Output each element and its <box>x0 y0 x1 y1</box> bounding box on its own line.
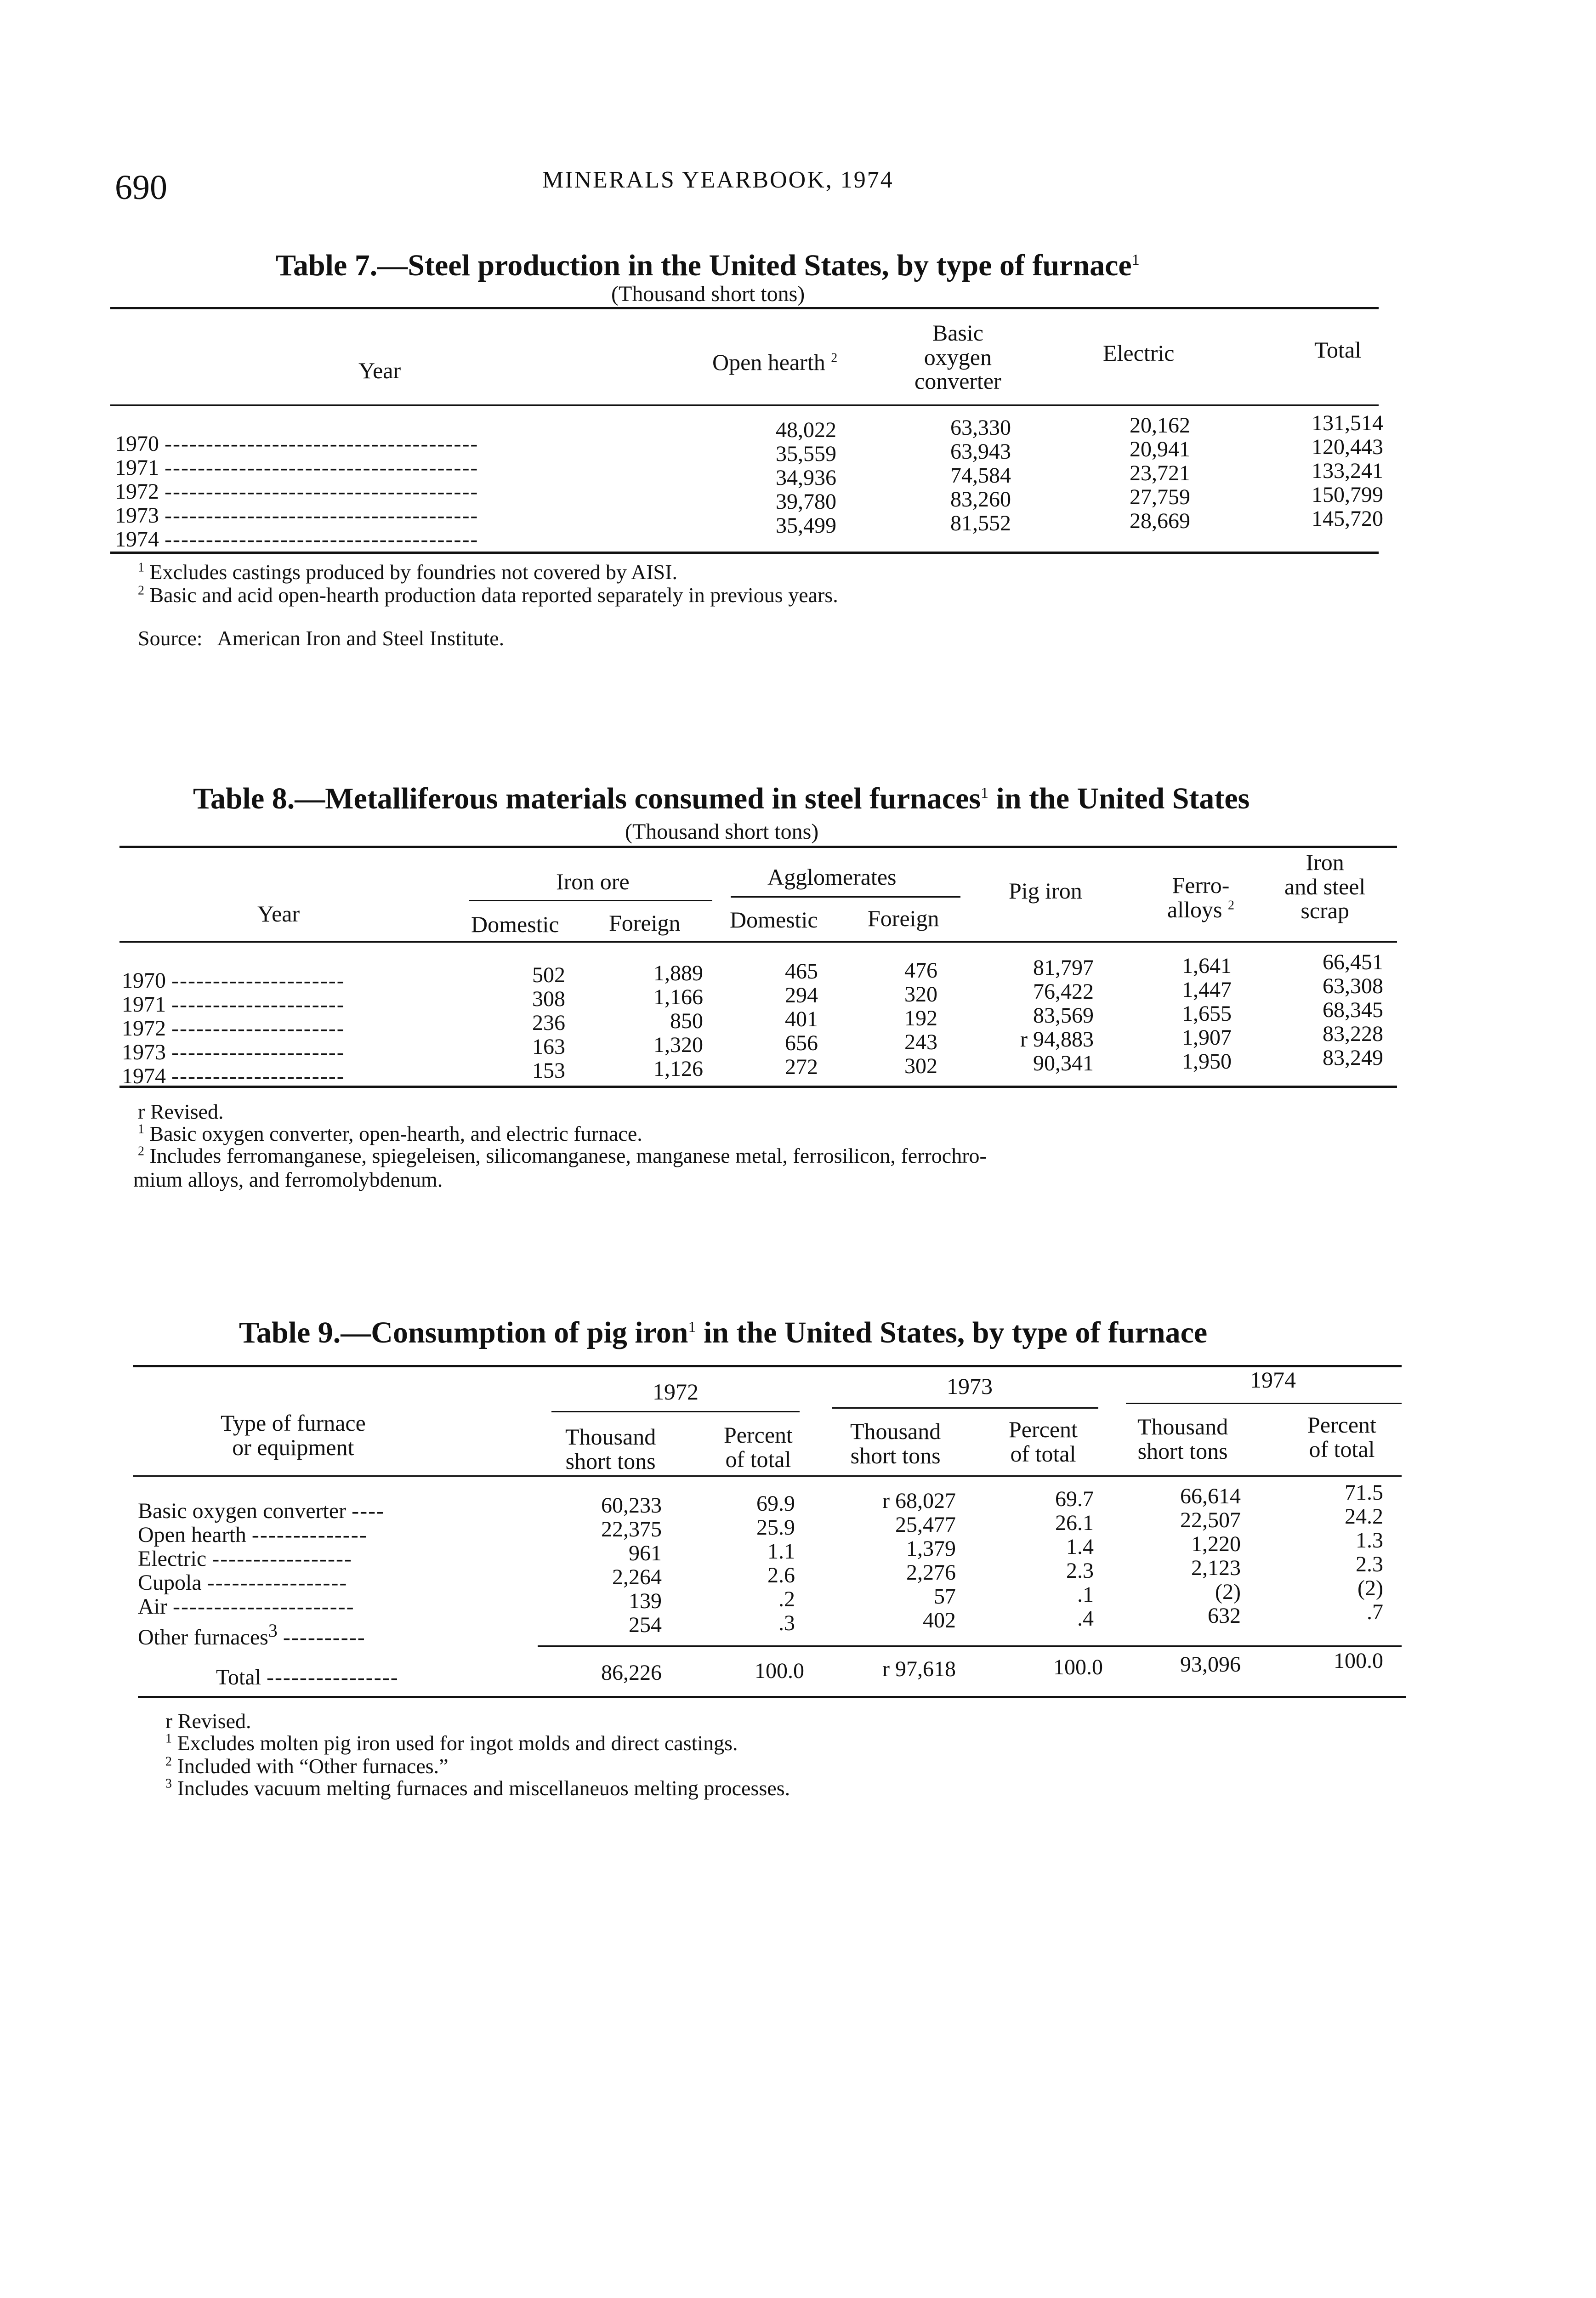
table9-total-1974-percent: 100.0 <box>1334 1649 1383 1673</box>
table8-header-ore-foreign: Foreign <box>609 910 681 936</box>
table8-header-ferroalloys: Ferro- alloys $^2$ <box>1167 872 1234 922</box>
table-row-label: 1972 --------------------- <box>122 1016 345 1041</box>
table8-title: Table 8.—Metalliferous materials consumed in steel furnaces$^1$ in the United States <box>193 782 1250 815</box>
table-row-label: 1974 --------------------- <box>122 1064 345 1088</box>
table-row-label: Open hearth -------------- <box>138 1523 368 1547</box>
table-cell: (2) <box>1215 1580 1241 1604</box>
table-cell: 25,477 <box>895 1513 956 1537</box>
table-cell: .2 <box>778 1587 795 1611</box>
table-cell: 66,614 <box>1180 1484 1241 1508</box>
table8-header-pig-iron: Pig iron <box>1009 878 1082 904</box>
table9-header-1974-thousand: Thousand short tons <box>1137 1414 1228 1464</box>
table9-col-1972-thousand <box>561 1494 662 1637</box>
table7-years <box>115 432 478 552</box>
page-number: 690 <box>115 168 167 207</box>
table-cell: 133,241 <box>1312 459 1383 483</box>
table7-header-rule <box>110 404 1379 406</box>
table-cell: 22,375 <box>601 1517 662 1541</box>
table8-col-ferroalloys <box>1158 954 1232 1074</box>
table9-col-1974-percent <box>1319 1481 1383 1624</box>
table-row-label: Cupola ----------------- <box>138 1570 348 1595</box>
table-row-label: Air ---------------------- <box>138 1594 355 1619</box>
table-cell: 961 <box>629 1541 662 1565</box>
table9-header-type: Type of furnace or equipment <box>221 1410 366 1460</box>
table-cell: 632 <box>1208 1604 1241 1628</box>
table-cell: 139 <box>629 1589 662 1613</box>
table7-col-open-hearth <box>754 418 836 538</box>
table-cell: 69.9 <box>756 1491 795 1516</box>
table9-header-1973-thousand: Thousand short tons <box>850 1418 941 1468</box>
table-cell: .3 <box>778 1611 795 1635</box>
table-cell: 23,721 <box>1130 461 1190 485</box>
table8-header-ore-domestic: Domestic <box>471 911 559 937</box>
table9-footnote-2: $^2$ Included with “Other furnaces.” <box>165 1754 449 1778</box>
table-cell: 90,341 <box>1033 1051 1094 1075</box>
table8-col-agg-domestic <box>754 960 818 1079</box>
table-cell: .1 <box>1077 1582 1094 1607</box>
table9-1973-rule <box>832 1407 1098 1409</box>
table9-total-rule <box>538 1645 1402 1647</box>
table8-header-agg-domestic: Domestic <box>730 907 818 933</box>
table9-total-label: Total ---------------- <box>216 1665 399 1689</box>
table8-header-iron-ore: Iron ore <box>556 869 630 894</box>
table8-header-rule <box>119 941 1397 943</box>
table9-col-1972-percent <box>721 1492 795 1635</box>
table7-col-electric <box>1108 414 1190 533</box>
table-row-label: 1974 -------------------------------------- <box>115 527 479 552</box>
table9-footnote-1: $^1$ Excludes molten pig iron used for ingot molds and direct castings. <box>165 1731 738 1755</box>
table8-col-scrap <box>1301 950 1383 1070</box>
table9-header-1972-percent: Percent of total <box>724 1422 793 1472</box>
table8-units: (Thousand short tons) <box>625 819 819 844</box>
table-cell: 1,950 <box>1182 1049 1232 1074</box>
table-row-label: 1970 --------------------- <box>122 968 345 993</box>
table-cell: r 68,027 <box>882 1489 956 1513</box>
table-cell: 81,797 <box>1033 956 1094 980</box>
table-cell: 2,264 <box>612 1565 662 1589</box>
table-cell: 1,126 <box>653 1057 703 1081</box>
table-cell: r 94,883 <box>1020 1027 1094 1052</box>
table-row-label: 1973 --------------------- <box>122 1040 345 1064</box>
table7-header-bof: Basic oxygen converter <box>914 320 1001 394</box>
table9-header-1974: 1974 <box>1250 1367 1296 1393</box>
table-cell: 25.9 <box>756 1515 795 1540</box>
table9-total-1972-percent: 100.0 <box>755 1659 804 1683</box>
table-cell: 2.3 <box>1356 1552 1383 1576</box>
table-cell: 476 <box>904 958 937 983</box>
table-cell: 35,559 <box>776 442 836 466</box>
table-row-label: 1972 -------------------------------------- <box>115 479 479 504</box>
table8-years <box>122 969 345 1088</box>
table-cell: 63,330 <box>950 415 1011 440</box>
table-row-label: Other furnaces$^3$ ---------- <box>138 1620 366 1650</box>
table7-units: (Thousand short tons) <box>611 282 805 306</box>
table-cell: 2,276 <box>906 1560 956 1585</box>
table-cell: 120,443 <box>1312 435 1383 459</box>
table9-header-1972: 1972 <box>653 1379 699 1405</box>
table7-source: Source: American Iron and Steel Institute. <box>138 626 505 650</box>
table8-header-agg-foreign: Foreign <box>868 905 939 931</box>
table9-total-1973-percent: 100.0 <box>1053 1655 1103 1679</box>
table-cell: 57 <box>934 1584 956 1609</box>
table-cell: .7 <box>1367 1600 1383 1624</box>
table-cell: 68,345 <box>1323 998 1383 1022</box>
table7-col-bof <box>928 416 1011 535</box>
table-cell: 83,260 <box>950 487 1011 512</box>
table-cell: 24.2 <box>1345 1504 1383 1529</box>
table-cell: 74,584 <box>950 463 1011 488</box>
table-cell: 63,943 <box>950 439 1011 464</box>
table-cell: 254 <box>629 1613 662 1637</box>
table-cell: 1,641 <box>1182 954 1232 978</box>
table-cell: 320 <box>904 982 937 1007</box>
table-row-label: 1973 -------------------------------------- <box>115 503 479 528</box>
table9-header-1974-percent: Percent of total <box>1307 1412 1376 1462</box>
table7-header-electric: Electric <box>1103 340 1175 366</box>
table-cell: 20,162 <box>1130 413 1190 438</box>
table-cell: 1,320 <box>653 1033 703 1057</box>
table-cell: 401 <box>785 1007 818 1031</box>
table8-col-agg-foreign <box>873 959 937 1078</box>
table8-col-pig-iron <box>979 956 1094 1075</box>
table8-iron-ore-rule <box>469 900 712 901</box>
table-cell: 272 <box>785 1055 818 1079</box>
table-row-label: Basic oxygen converter ---- <box>138 1499 385 1523</box>
table9-bottom-rule <box>138 1696 1406 1698</box>
table8-footnote-2-cont: mium alloys, and ferromolybdenum. <box>133 1168 443 1191</box>
table-cell: 1,379 <box>906 1536 956 1561</box>
table7-header-year: Year <box>358 358 401 383</box>
table8-header-agglomerates: Agglomerates <box>767 864 897 890</box>
table-cell: 26.1 <box>1055 1511 1094 1535</box>
table-cell: 1,220 <box>1191 1532 1241 1556</box>
table-cell: 192 <box>904 1006 937 1030</box>
table-cell: 34,936 <box>776 466 836 490</box>
table-cell: 308 <box>532 987 565 1011</box>
table9-total-1973-thousand: r 97,618 <box>882 1657 956 1681</box>
table-cell: 39,780 <box>776 489 836 514</box>
table8-footnote-revised: r Revised. <box>138 1100 224 1123</box>
table-cell: 2.6 <box>767 1563 795 1587</box>
table-row-label: 1971 --------------------- <box>122 992 345 1017</box>
table-cell: 243 <box>904 1030 937 1054</box>
table-cell: 28,669 <box>1130 509 1190 533</box>
table-cell: 236 <box>532 1011 565 1035</box>
table-cell: 2,123 <box>1191 1556 1241 1580</box>
table8-header-scrap: Iron and steel scrap <box>1284 849 1366 923</box>
table9-col-1974-thousand <box>1149 1485 1241 1628</box>
table-cell: 1,166 <box>653 985 703 1009</box>
table-cell: 656 <box>785 1031 818 1055</box>
table-cell: 1.1 <box>767 1539 795 1564</box>
table-cell: 850 <box>670 1009 703 1033</box>
table-cell: 83,228 <box>1323 1022 1383 1046</box>
table7-header-total: Total <box>1314 337 1362 363</box>
table-cell: .4 <box>1077 1606 1094 1631</box>
table8-bottom-rule <box>119 1086 1397 1088</box>
table-cell: 1,447 <box>1182 978 1232 1002</box>
table-cell: 66,451 <box>1323 950 1383 974</box>
table9-header-rule <box>133 1475 1402 1477</box>
table-cell: 402 <box>923 1608 956 1632</box>
table9-header-1972-thousand: Thousand short tons <box>565 1424 656 1474</box>
table-cell: 302 <box>904 1054 937 1078</box>
table-cell: 48,022 <box>776 418 836 442</box>
table-cell: 71.5 <box>1345 1480 1383 1505</box>
table-cell: (2) <box>1357 1576 1383 1600</box>
table9-title: Table 9.—Consumption of pig iron$^1$ in the United States, by type of furnace <box>239 1316 1208 1349</box>
table7-top-rule <box>110 307 1379 309</box>
table-cell: 145,720 <box>1312 506 1383 531</box>
table9-footnote-3: $^3$ Includes vacuum melting furnaces and miscellaneuos melting processes. <box>165 1776 790 1800</box>
table-cell: 294 <box>785 983 818 1007</box>
table-cell: 1.3 <box>1356 1528 1383 1553</box>
table-cell: 27,759 <box>1130 485 1190 509</box>
table7-footnote-1: $^1$ Excludes castings produced by foundries not covered by AISI. <box>138 560 677 584</box>
table-cell: 76,422 <box>1033 979 1094 1004</box>
table-cell: 465 <box>785 959 818 984</box>
table9-footnote-revised: r Revised. <box>165 1709 251 1733</box>
table9-header-1973-percent: Percent of total <box>1009 1416 1078 1467</box>
table-cell: 81,552 <box>950 511 1011 535</box>
table9-top-rule <box>133 1365 1402 1367</box>
table-row-label: 1970 -------------------------------------- <box>115 432 479 456</box>
table-cell: 60,233 <box>601 1493 662 1518</box>
table9-1972-rule <box>551 1411 800 1412</box>
table-cell: 1,907 <box>1182 1025 1232 1050</box>
table-cell: 153 <box>532 1058 565 1083</box>
table9-header-1973: 1973 <box>947 1373 993 1399</box>
table9-col-1973-percent <box>1020 1487 1094 1631</box>
table-cell: 20,941 <box>1130 437 1190 461</box>
table-cell: 22,507 <box>1180 1508 1241 1532</box>
table-cell: 1.4 <box>1066 1535 1094 1559</box>
table9-1974-rule <box>1126 1403 1402 1404</box>
table-cell: 1,655 <box>1182 1001 1232 1026</box>
table7-bottom-rule <box>110 552 1379 554</box>
table-cell: 35,499 <box>776 513 836 538</box>
table8-footnote-2: $^2$ Includes ferromanganese, spiegeleisen, silicomanganese, manganese metal, ferrosilicon, ferrochro- <box>138 1144 987 1167</box>
table-cell: 1,889 <box>653 961 703 985</box>
table8-footnote-1: $^1$ Basic oxygen converter, open-hearth, and electric furnace. <box>138 1122 642 1145</box>
table9-row-labels <box>138 1499 385 1650</box>
table-cell: 150,799 <box>1312 483 1383 507</box>
running-title: MINERALS YEARBOOK, 1974 <box>542 167 894 193</box>
table9-col-1973-thousand <box>850 1489 956 1632</box>
table8-col-ore-foreign <box>625 961 703 1081</box>
table7-footnote-2: $^2$ Basic and acid open-hearth production data reported separately in previous years. <box>138 583 838 607</box>
table7-title: Table 7.—Steel production in the United States, by type of furnace$^1$ <box>276 249 1140 282</box>
table7-col-total <box>1287 411 1383 531</box>
table-cell: 83,249 <box>1323 1046 1383 1070</box>
table9-total-1972-thousand: 86,226 <box>601 1661 662 1685</box>
table-cell: 502 <box>532 963 565 987</box>
table8-col-ore-domestic <box>501 963 565 1083</box>
table-row-label: Electric ----------------- <box>138 1547 352 1571</box>
table7-header-open-hearth: Open hearth $^2$ <box>712 349 838 375</box>
table-cell: 131,514 <box>1312 411 1383 435</box>
table9-total-1974-thousand: 93,096 <box>1180 1652 1241 1677</box>
table8-header-year: Year <box>257 901 300 927</box>
table-cell: 63,308 <box>1323 974 1383 998</box>
table8-agglomerates-rule <box>731 896 960 898</box>
table-cell: 163 <box>532 1035 565 1059</box>
table8-top-rule <box>119 846 1397 848</box>
table-row-label: 1971 -------------------------------------- <box>115 455 479 480</box>
table-cell: 2.3 <box>1066 1559 1094 1583</box>
table-cell: 69.7 <box>1055 1487 1094 1511</box>
table-cell: 83,569 <box>1033 1003 1094 1028</box>
